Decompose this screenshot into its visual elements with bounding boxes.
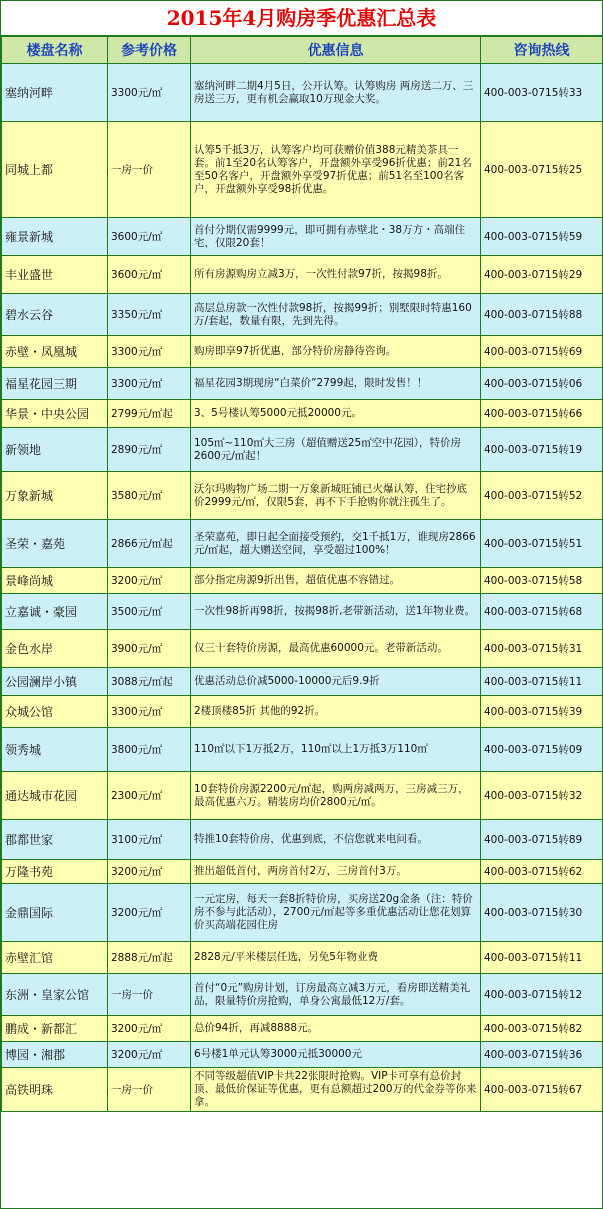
hotline-cell: 400-003-0715转29	[481, 256, 603, 294]
table-row	[2, 884, 603, 942]
price-cell: 3600元/㎡	[108, 218, 191, 256]
table-row	[2, 860, 603, 884]
hotline-cell: 400-003-0715转11	[481, 668, 603, 696]
table-row	[2, 594, 603, 630]
table-row	[2, 728, 603, 772]
price-cell: 3600元/㎡	[108, 256, 191, 294]
price-cell: 一房一价	[108, 1068, 191, 1112]
table-row	[2, 942, 603, 974]
hotline-cell: 400-003-0715转68	[481, 594, 603, 630]
hotline-cell: 400-003-0715转25	[481, 122, 603, 218]
price-cell: 一房一价	[108, 974, 191, 1016]
project-name-cell: 福星花园三期	[2, 368, 108, 400]
offer-cell: 首付“0元”购房计划，订房最高立减3万元，看房即送精美礼品，限量特价房抢购，单身公寓最低12万/套。	[191, 974, 481, 1016]
project-name-cell: 万象新城	[2, 472, 108, 520]
project-name-cell: 万隆书苑	[2, 860, 108, 884]
price-cell: 3300元/㎡	[108, 64, 191, 122]
offer-cell: 3、5号楼认筹5000元抵20000元。	[191, 400, 481, 428]
hotline-cell: 400-003-0715转11	[481, 942, 603, 974]
price-cell: 3200元/㎡	[108, 884, 191, 942]
table-row	[2, 336, 603, 368]
price-cell: 3200元/㎡	[108, 1016, 191, 1042]
table-row	[2, 256, 603, 294]
table-row	[2, 772, 603, 820]
project-name-cell: 通达城市花园	[2, 772, 108, 820]
offer-cell: 优惠活动总价减5000-10000元后9.9折	[191, 668, 481, 696]
price-cell: 2888元/㎡起	[108, 942, 191, 974]
price-cell: 3088元/㎡起	[108, 668, 191, 696]
table-row	[2, 400, 603, 428]
header-row	[2, 37, 603, 64]
hotline-cell: 400-003-0715转32	[481, 772, 603, 820]
table-row	[2, 696, 603, 728]
table-row	[2, 1068, 603, 1112]
price-cell: 3200元/㎡	[108, 568, 191, 594]
hotline-cell: 400-003-0715转33	[481, 64, 603, 122]
project-name-cell: 华景・中央公园	[2, 400, 108, 428]
project-name-cell: 塞纳河畔	[2, 64, 108, 122]
offer-cell: 所有房源购房立减3万，一次性付款97折，按揭98折。	[191, 256, 481, 294]
price-cell: 3200元/㎡	[108, 1042, 191, 1068]
project-name-cell: 鹏成・新都汇	[2, 1016, 108, 1042]
offer-cell: 2楼顶楼85折 其他的92折。	[191, 696, 481, 728]
project-name-cell: 金鼎国际	[2, 884, 108, 942]
table-row	[2, 218, 603, 256]
price-cell: 3300元/㎡	[108, 368, 191, 400]
offer-cell: 塞纳河畔二期4月5日，公开认筹。认筹购房 两房送二万、三房送三万，更有机会赢取10万现金大奖。	[191, 64, 481, 122]
offer-cell: 2828元/平米楼层任选，另免5年物业费	[191, 942, 481, 974]
offer-cell: 一元定房，每天一套8折特价房，买房送20g金条（注：特价房不参与此活动），2700元/㎡起等多重优惠活动让您花划算价买高端花园住房	[191, 884, 481, 942]
price-cell: 2300元/㎡	[108, 772, 191, 820]
hotline-cell: 400-003-0715转09	[481, 728, 603, 772]
project-name-cell: 赤壁汇馆	[2, 942, 108, 974]
hotline-cell: 400-003-0715转31	[481, 630, 603, 668]
project-name-cell: 同城上都	[2, 122, 108, 218]
table-row	[2, 520, 603, 568]
header-project-name: 楼盘名称	[2, 37, 108, 64]
offer-cell: 仅三十套特价房源，最高优惠60000元。老带新活动。	[191, 630, 481, 668]
project-name-cell: 东洲・皇家公馆	[2, 974, 108, 1016]
offer-cell: 一次性98折再98折，按揭98折,老带新活动，送1年物业费。	[191, 594, 481, 630]
offer-cell: 6号楼1单元认筹3000元抵30000元	[191, 1042, 481, 1068]
table-row	[2, 668, 603, 696]
price-cell: 一房一价	[108, 122, 191, 218]
table-row	[2, 428, 603, 472]
price-cell: 2890元/㎡	[108, 428, 191, 472]
project-name-cell: 丰业盛世	[2, 256, 108, 294]
price-cell: 3100元/㎡	[108, 820, 191, 860]
project-name-cell: 高铁明珠	[2, 1068, 108, 1112]
offer-cell: 推出超低首付，两房首付2万，三房首付3万。	[191, 860, 481, 884]
table-row	[2, 974, 603, 1016]
project-name-cell: 博园・湘郡	[2, 1042, 108, 1068]
hotline-cell: 400-003-0715转62	[481, 860, 603, 884]
table-row	[2, 472, 603, 520]
hotline-cell: 400-003-0715转58	[481, 568, 603, 594]
project-name-cell: 众城公馆	[2, 696, 108, 728]
header-hotline: 咨询热线	[481, 37, 603, 64]
project-name-cell: 领秀城	[2, 728, 108, 772]
table-row	[2, 568, 603, 594]
offer-cell: 10套特价房源2200元/㎡起，购两房减两万，三房减三万，最高优惠六万。精装房均价2800元/㎡。	[191, 772, 481, 820]
hotline-cell: 400-003-0715转66	[481, 400, 603, 428]
offer-cell: 总价94折，再减8888元。	[191, 1016, 481, 1042]
project-name-cell: 金色水岸	[2, 630, 108, 668]
hotline-cell: 400-003-0715转19	[481, 428, 603, 472]
hotline-cell: 400-003-0715转88	[481, 294, 603, 336]
price-cell: 3900元/㎡	[108, 630, 191, 668]
offer-cell: 105㎡~110㎡大三房（超值赠送25㎡空中花园），特价房2600元/㎡起！	[191, 428, 481, 472]
hotline-cell: 400-003-0715转06	[481, 368, 603, 400]
offer-cell: 首付分期仅需9999元，即可拥有赤壁北・38万方・高端住宅，仅限20套！	[191, 218, 481, 256]
project-name-cell: 郡都世家	[2, 820, 108, 860]
table-row	[2, 820, 603, 860]
price-cell: 3800元/㎡	[108, 728, 191, 772]
hotline-cell: 400-003-0715转36	[481, 1042, 603, 1068]
project-name-cell: 雍景新城	[2, 218, 108, 256]
table-row	[2, 64, 603, 122]
header-reference-price: 参考价格	[108, 37, 191, 64]
price-cell: 3300元/㎡	[108, 696, 191, 728]
project-name-cell: 碧水云谷	[2, 294, 108, 336]
table-row	[2, 368, 603, 400]
offer-cell: 福星花园3期现房“白菜价”2799起，限时发售！！	[191, 368, 481, 400]
offer-cell: 特推10套特价房，优惠到底，不信您就来电问看。	[191, 820, 481, 860]
sheet-title: 2015年4月购房季优惠汇总表	[1, 1, 602, 36]
project-name-cell: 新领地	[2, 428, 108, 472]
offer-cell: 购房即享97折优惠，部分特价房静待咨询。	[191, 336, 481, 368]
hotline-cell: 400-003-0715转59	[481, 218, 603, 256]
project-name-cell: 圣荣・嘉苑	[2, 520, 108, 568]
table-row	[2, 294, 603, 336]
project-name-cell: 景峰尚城	[2, 568, 108, 594]
project-name-cell: 立嘉诚・豪园	[2, 594, 108, 630]
hotline-cell: 400-003-0715转69	[481, 336, 603, 368]
hotline-cell: 400-003-0715转51	[481, 520, 603, 568]
offer-cell: 沃尔玛购物广场二期一万象新城旺铺已火爆认筹，住宅抄底价2999元/㎡，仅限5套，再不下手抢购你就注孤生了。	[191, 472, 481, 520]
price-cell: 2799元/㎡起	[108, 400, 191, 428]
offer-cell: 部分指定房源9折出售，超值优惠不容错过。	[191, 568, 481, 594]
table-row	[2, 1016, 603, 1042]
offer-cell: 110㎡以下1万抵2万，110㎡以上1万抵3万110㎡	[191, 728, 481, 772]
hotline-cell: 400-003-0715转89	[481, 820, 603, 860]
price-cell: 3200元/㎡	[108, 860, 191, 884]
offer-cell: 不同等级超值VIP卡共22张限时抢购。VIP卡可享有总价封顶、最低价保证等优惠，更有总额超过200万的代金券等你来拿。	[191, 1068, 481, 1112]
offer-cell: 认筹5千抵3万，认筹客户均可获赠价值388元精美茶具一套。前1至20名认筹客户，开盘额外享受96折优惠；前21名至50名客户，开盘额外享受97折优惠；前51名至100名客户，开盘额外享受98折优惠。	[191, 122, 481, 218]
hotline-cell: 400-003-0715转52	[481, 472, 603, 520]
price-cell: 3500元/㎡	[108, 594, 191, 630]
price-cell: 2866元/㎡起	[108, 520, 191, 568]
price-cell: 3580元/㎡	[108, 472, 191, 520]
price-cell: 3300元/㎡	[108, 336, 191, 368]
promo-table	[1, 36, 603, 1112]
project-name-cell: 公园澜岸小镇	[2, 668, 108, 696]
price-cell: 3350元/㎡	[108, 294, 191, 336]
table-row	[2, 122, 603, 218]
table-row	[2, 1042, 603, 1068]
hotline-cell: 400-003-0715转67	[481, 1068, 603, 1112]
hotline-cell: 400-003-0715转30	[481, 884, 603, 942]
header-offer-info: 优惠信息	[191, 37, 481, 64]
offer-cell: 圣荣嘉苑，即日起全面接受预约，交1千抵1万，谁现房2866元/㎡起，超大赠送空间，享受超过100%！	[191, 520, 481, 568]
hotline-cell: 400-003-0715转39	[481, 696, 603, 728]
offer-cell: 高层总房款一次性付款98折，按揭99折；别墅限时特惠160万/套起，数量有限，先到先得。	[191, 294, 481, 336]
project-name-cell: 赤壁・凤凰城	[2, 336, 108, 368]
table-row	[2, 630, 603, 668]
hotline-cell: 400-003-0715转12	[481, 974, 603, 1016]
hotline-cell: 400-003-0715转82	[481, 1016, 603, 1042]
